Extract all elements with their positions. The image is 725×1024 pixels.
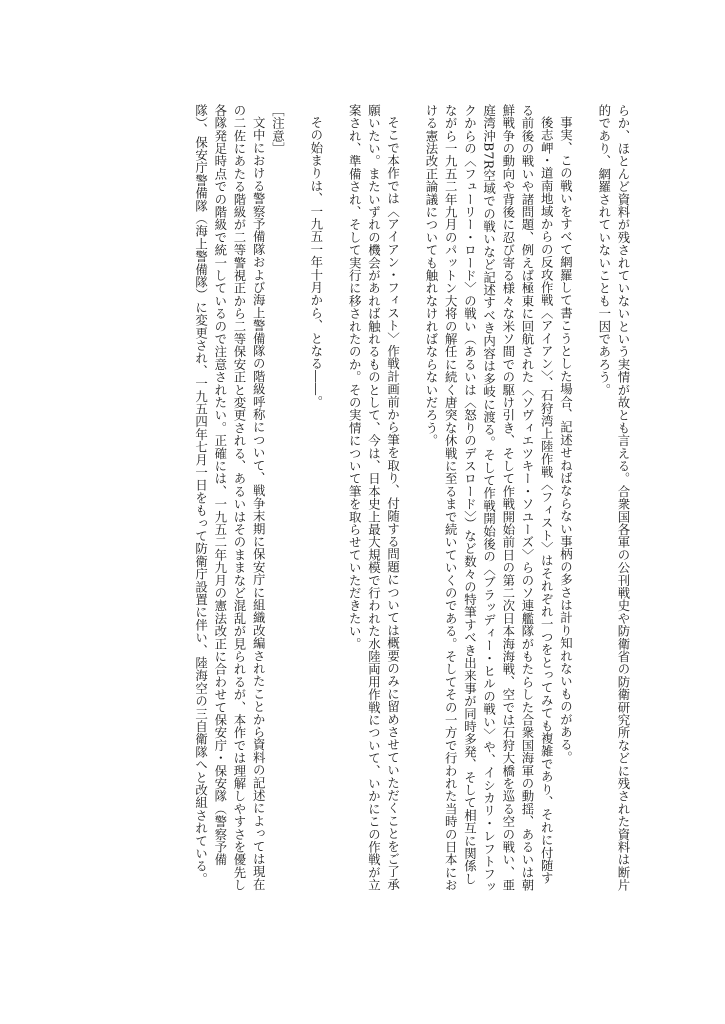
vertical-text-body — [191, 104, 633, 894]
paragraph-operations: 後志岬・道南地域からの反攻作戦〈アイアン〉、石狩湾上陸作戦〈フィスト〉はそれぞれ一つをとってみても複雑であり、それに付随する前後の戦いや諸問題、例えば極東に回航された〈ソヴィエツキー・ソユーズ〉らのソ連艦隊がもたらした合衆国海軍の動揺、あるいは朝鮮戦争の動向や背後に忍び寄る様々な米ソ間での駆け引き、そして作戦開始前日の第二次日本海海戦、空では石狩大橋を巡る空の戦い、亜庭湾沖B7R空域での戦いなど記述すべき内容は多岐に渡る。そして作戦開始後の〈ブラッディー・ヒルの戦い〉や、イシカリ・レフトフックからの〈フューリー・ロード〉の戦い（あるいは〈怒りのデスロード〉）など数々の特筆すべき出来事が同時多発、そして相互に関係しながら一九五二年九月のパットン大将の解任に続く唐突な休戦に至るまで続いていくのである。そしてその一方で行われた当時の日本における憲法改正論議についても触れなければならないだろう。 — [423, 104, 555, 894]
paragraph-beginning: その始まりは、一九五一年十月から、となる――。 — [308, 116, 324, 409]
note-heading: ［注意］ — [270, 104, 286, 155]
note-body: 文中における警察予備隊および海上警備隊の階級呼称について、戦争末期に保安庁に組織改編されたことから資料の記述によっては現在の二佐にあたる階級が二等警視正から二等保安正と変更される、あるいはそのままなど混乱が見られるが、本作では理解しやすさを優先し各隊発足時点での階級で統一しているので注意されたい。正確には、一九五二年九月の憲法改正に合わせて保安庁・保安隊（警察予備隊）、保安庁警備隊（海上警備隊）に変更され、一九五四年七月一日をもって防衛庁設置に伴い、陸海空の三自衛隊へと改組されている。 — [193, 104, 267, 892]
paragraph-fact: 事実、この戦いをすべて網羅して書こうとした場合、記述せねばならない事柄の多さは計り知れないものがある。 — [558, 116, 574, 765]
paragraph-continuation: らか、ほとんど資料が残されていないという実情が故とも言える。合衆国各軍の公刊戦史や防衛省の防衛研究所などに残された資料は断片的であり、網羅されていないことも一因であろう。 — [596, 104, 631, 892]
paragraph-scope: そこで本作では〈アイアン・フィスト〉作戦計画前から筆を取り、付随する問題については概要のみに留めさせていただくことをご了承願いたい。またいずれの機会があれば触れるものとして、今は、日本史上最大規模で行われた水陸両用作戦について、いかにこの作戦が立案され、準備され、そして実行に移されたのか。その実情について筆を取らせていただきたい。 — [347, 104, 401, 892]
